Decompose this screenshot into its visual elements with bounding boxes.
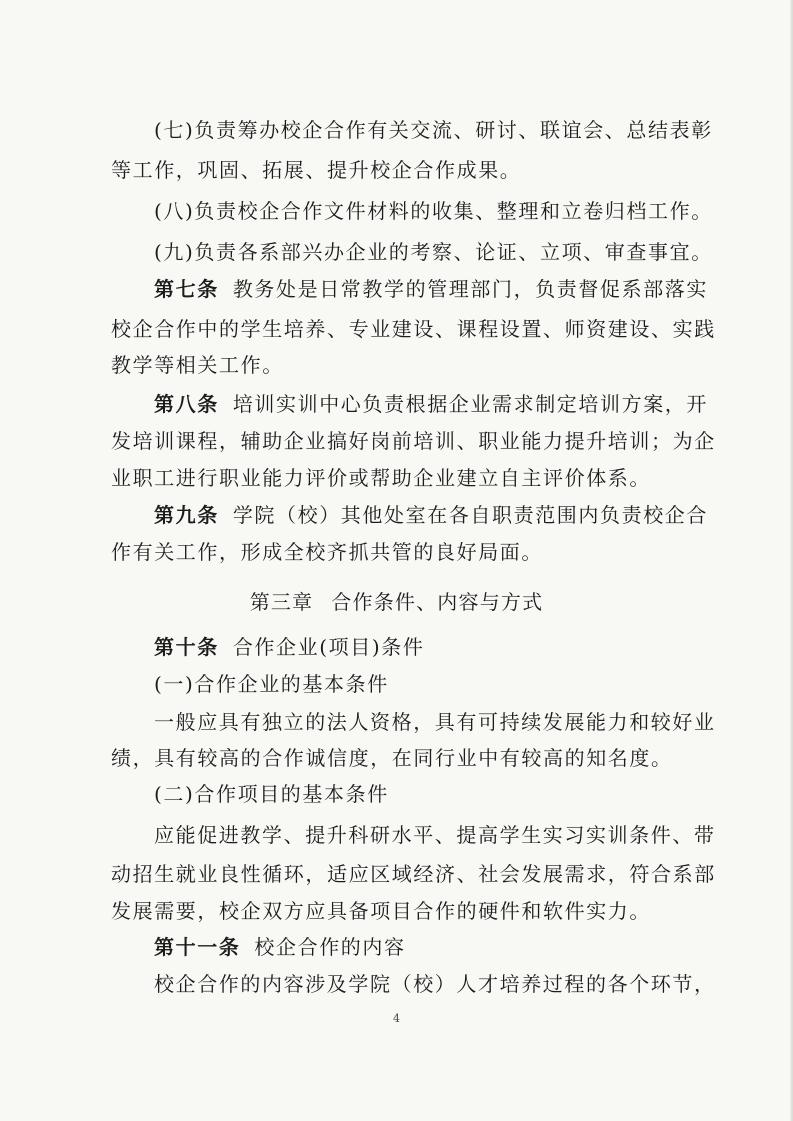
article-label: 第十条 <box>154 635 219 659</box>
paragraph-line: 业职工进行职业能力评价或帮助企业建立自主评价体系。 <box>111 466 651 490</box>
paragraph-line: 动招生就业良性循环，适应区域经济、社会发展需求，符合系部 <box>111 862 716 886</box>
article-label: 第十一条 <box>154 935 241 959</box>
article-line: 第九条 学院（校）其他处室在各自职责范围内负责校企合 <box>154 503 709 527</box>
page-number: 4 <box>393 1012 400 1025</box>
paragraph-line: 教学等相关工作。 <box>111 353 284 377</box>
article-line: 第十条 合作企业(项目)条件 <box>154 635 425 659</box>
paragraph-line: 发展需要，校企双方应具备项目合作的硬件和软件实力。 <box>111 899 651 923</box>
paragraph-line: 作有关工作，形成全校齐抓共管的良好局面。 <box>111 540 543 564</box>
paragraph-line: (八)负责校企合作文件材料的收集、整理和立卷归档工作。 <box>154 199 713 223</box>
article-line: 第七条 教务处是日常教学的管理部门，负责督促系部落实 <box>154 277 709 301</box>
paragraph-line: 一般应具有独立的法人资格，具有可持续发展能力和较好业 <box>154 710 716 734</box>
paragraph-line: (九)负责各系部兴办企业的考察、论证、立项、审查事宜。 <box>154 240 713 264</box>
chapter-title: 合作条件、内容与方式 <box>331 590 544 614</box>
article-label: 第九条 <box>154 503 219 527</box>
article-label: 第八条 <box>154 392 219 416</box>
paragraph-line: 校企合作的内容涉及学院（校）人才培养过程的各个环节， <box>154 972 716 996</box>
paragraph-line: 发培训课程，辅助企业搞好岗前培训、职业能力提升培训；为企 <box>111 429 716 453</box>
paragraph-line: 应能促进教学、提升科研水平、提高学生实习实训条件、带 <box>154 823 716 847</box>
paragraph-line: 校企合作中的学生培养、专业建设、课程设置、师资建设、实践 <box>111 317 716 341</box>
paragraph-line: (一)合作企业的基本条件 <box>154 672 389 696</box>
chapter-heading <box>0 589 793 615</box>
paragraph-line: 等工作，巩固、拓展、提升校企合作成果。 <box>111 158 522 182</box>
article-line: 第八条 培训实训中心负责根据企业需求制定培训方案，开 <box>154 392 709 416</box>
article-line: 第十一条 校企合作的内容 <box>154 935 406 959</box>
paragraph-line: 绩，具有较高的合作诚信度，在同行业中有较高的知名度。 <box>111 746 673 770</box>
article-label: 第七条 <box>154 277 219 301</box>
paragraph-line: (七)负责筹办校企合作有关交流、研讨、联谊会、总结表彰 <box>154 118 713 142</box>
chapter-number: 第三章 <box>249 590 314 614</box>
paragraph-line: (二)合作项目的基本条件 <box>154 782 389 806</box>
